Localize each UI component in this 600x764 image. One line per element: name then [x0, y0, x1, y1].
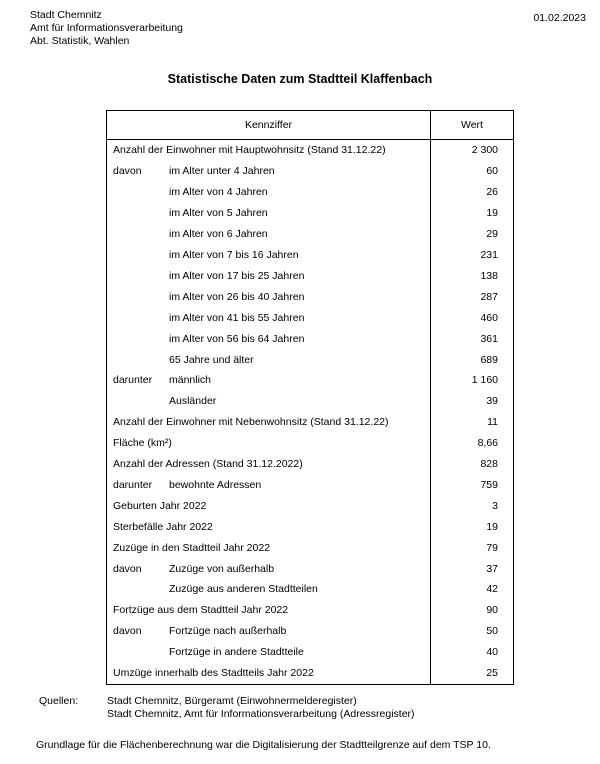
row-value: 231	[480, 248, 498, 261]
row-prefix: darunter	[113, 478, 153, 491]
row-label-cell	[107, 370, 431, 391]
row-label-cell	[107, 475, 431, 496]
row-label: im Alter von 6 Jahren	[169, 228, 268, 241]
table-row	[107, 621, 513, 642]
table-row	[107, 600, 513, 621]
letterhead-line-2: Amt für Informationsverarbeitung	[30, 22, 183, 34]
row-value: 26	[486, 186, 498, 199]
row-label-cell	[107, 182, 431, 203]
row-label: im Alter von 5 Jahren	[169, 207, 268, 220]
row-label-cell	[107, 161, 431, 182]
row-label: Fortzüge aus dem Stadtteil Jahr 2022	[113, 604, 289, 617]
row-label: Sterbefälle Jahr 2022	[113, 520, 213, 533]
row-label: Anzahl der Einwohner mit Nebenwohnsitz (Stand 31.12.22)	[113, 416, 389, 429]
table-row	[107, 663, 513, 684]
table-row	[107, 642, 513, 663]
row-label: 65 Jahre und älter	[169, 353, 254, 366]
row-label: im Alter von 56 bis 64 Jahren	[169, 332, 305, 345]
row-value: 287	[480, 290, 498, 303]
row-label: im Alter von 26 bis 40 Jahren	[169, 290, 305, 303]
row-label: Geburten Jahr 2022	[113, 499, 207, 512]
sources-label: Quellen:	[39, 695, 79, 707]
row-value: 759	[480, 478, 498, 491]
row-label-cell	[107, 245, 431, 266]
row-label: im Alter von 17 bis 25 Jahren	[169, 269, 305, 282]
table-row	[107, 391, 513, 412]
row-label: Fortzüge in andere Stadtteile	[169, 646, 304, 659]
table-row	[107, 516, 513, 537]
table-row	[107, 579, 513, 600]
row-label-cell	[107, 140, 431, 161]
row-label: Fläche (km²)	[113, 437, 172, 450]
row-label: im Alter von 7 bis 16 Jahren	[169, 248, 299, 261]
row-label-cell	[107, 265, 431, 286]
letterhead-line-1: Stadt Chemnitz	[30, 9, 102, 21]
column-header-kennziffer: Kennziffer	[107, 111, 431, 139]
column-header-wert: Wert	[461, 119, 483, 131]
row-label-cell	[107, 454, 431, 475]
table-row	[107, 182, 513, 203]
row-value: 3	[492, 499, 498, 512]
row-label-cell	[107, 663, 431, 684]
row-value: 37	[486, 562, 498, 575]
row-value: 2 300	[471, 144, 498, 157]
table-row	[107, 370, 513, 391]
row-prefix: davon	[113, 562, 142, 575]
table-header-row	[107, 111, 513, 140]
row-label-cell	[107, 349, 431, 370]
row-label: bewohnte Adressen	[169, 478, 262, 491]
row-label: männlich	[169, 374, 212, 387]
row-label-cell	[107, 537, 431, 558]
row-label: Umzüge innerhalb des Stadtteils Jahr 2022	[113, 667, 314, 680]
document-date: 01.02.2023	[533, 12, 586, 24]
row-prefix: darunter	[113, 374, 153, 387]
row-value: 42	[486, 583, 498, 596]
table-row	[107, 328, 513, 349]
row-value: 50	[486, 625, 498, 638]
table-row	[107, 558, 513, 579]
statistics-table	[106, 110, 514, 685]
row-label: Ausländer	[169, 395, 217, 408]
row-prefix: davon	[113, 625, 142, 638]
row-value: 138	[480, 269, 498, 282]
table-row	[107, 454, 513, 475]
table-row	[107, 224, 513, 245]
source-line-2: Stadt Chemnitz, Amt für Informationsverarbeitung (Adressregister)	[107, 708, 415, 720]
table-row	[107, 245, 513, 266]
row-value: 361	[480, 332, 498, 345]
table-row	[107, 140, 513, 161]
row-label-cell	[107, 621, 431, 642]
table-row	[107, 537, 513, 558]
table-row	[107, 349, 513, 370]
row-value: 79	[486, 541, 498, 554]
row-value: 689	[480, 353, 498, 366]
row-value: 19	[486, 207, 498, 220]
sources-lines	[107, 695, 415, 721]
footnote: Grundlage für die Flächenberechnung war die Digitalisierung der Stadtteilgrenze auf dem TSP 10.	[36, 739, 491, 751]
row-label-cell	[107, 328, 431, 349]
row-label-cell	[107, 516, 431, 537]
row-label: im Alter unter 4 Jahren	[169, 165, 275, 178]
row-value: 19	[486, 520, 498, 533]
row-value: 39	[486, 395, 498, 408]
row-label-cell	[107, 307, 431, 328]
row-label: Fortzüge nach außerhalb	[169, 625, 287, 638]
table-row	[107, 286, 513, 307]
row-label: Zuzüge aus anderen Stadtteilen	[169, 583, 318, 596]
table-row	[107, 161, 513, 182]
row-label-cell	[107, 600, 431, 621]
row-value: 25	[486, 667, 498, 680]
table-row	[107, 203, 513, 224]
page-title: Statistische Daten zum Stadtteil Klaffenbach	[167, 72, 433, 86]
row-value: 90	[486, 604, 498, 617]
row-label: Anzahl der Adressen (Stand 31.12.2022)	[113, 458, 303, 471]
row-label-cell	[107, 203, 431, 224]
sources-block	[39, 695, 415, 721]
table-row	[107, 412, 513, 433]
row-label: Anzahl der Einwohner mit Hauptwohnsitz (Stand 31.12.22)	[113, 144, 386, 157]
row-value: 8,66	[477, 437, 498, 450]
row-label: im Alter von 4 Jahren	[169, 186, 268, 199]
row-value: 60	[486, 165, 498, 178]
letterhead-line-3: Abt. Statistik, Wahlen	[30, 35, 130, 47]
row-label-cell	[107, 495, 431, 516]
table-row	[107, 265, 513, 286]
table-row	[107, 475, 513, 496]
row-label-cell	[107, 579, 431, 600]
row-value: 29	[486, 228, 498, 241]
row-label-cell	[107, 558, 431, 579]
row-label-cell	[107, 412, 431, 433]
row-label-cell	[107, 391, 431, 412]
row-value: 828	[480, 458, 498, 471]
row-prefix: davon	[113, 165, 142, 178]
row-value: 1 160	[471, 374, 498, 387]
row-label-cell	[107, 433, 431, 454]
row-label-cell	[107, 642, 431, 663]
row-label: im Alter von 41 bis 55 Jahren	[169, 311, 305, 324]
table-row	[107, 433, 513, 454]
row-value: 460	[480, 311, 498, 324]
table-body	[107, 140, 513, 684]
row-label: Zuzüge von außerhalb	[169, 562, 275, 575]
row-value: 40	[486, 646, 498, 659]
row-label: Zuzüge in den Stadtteil Jahr 2022	[113, 541, 271, 554]
table-row	[107, 307, 513, 328]
row-value: 11	[487, 416, 498, 429]
row-label-cell	[107, 286, 431, 307]
letterhead	[30, 9, 183, 48]
row-label-cell	[107, 224, 431, 245]
source-line-1: Stadt Chemnitz, Bürgeramt (Einwohnermelderegister)	[107, 695, 357, 707]
table-row	[107, 495, 513, 516]
